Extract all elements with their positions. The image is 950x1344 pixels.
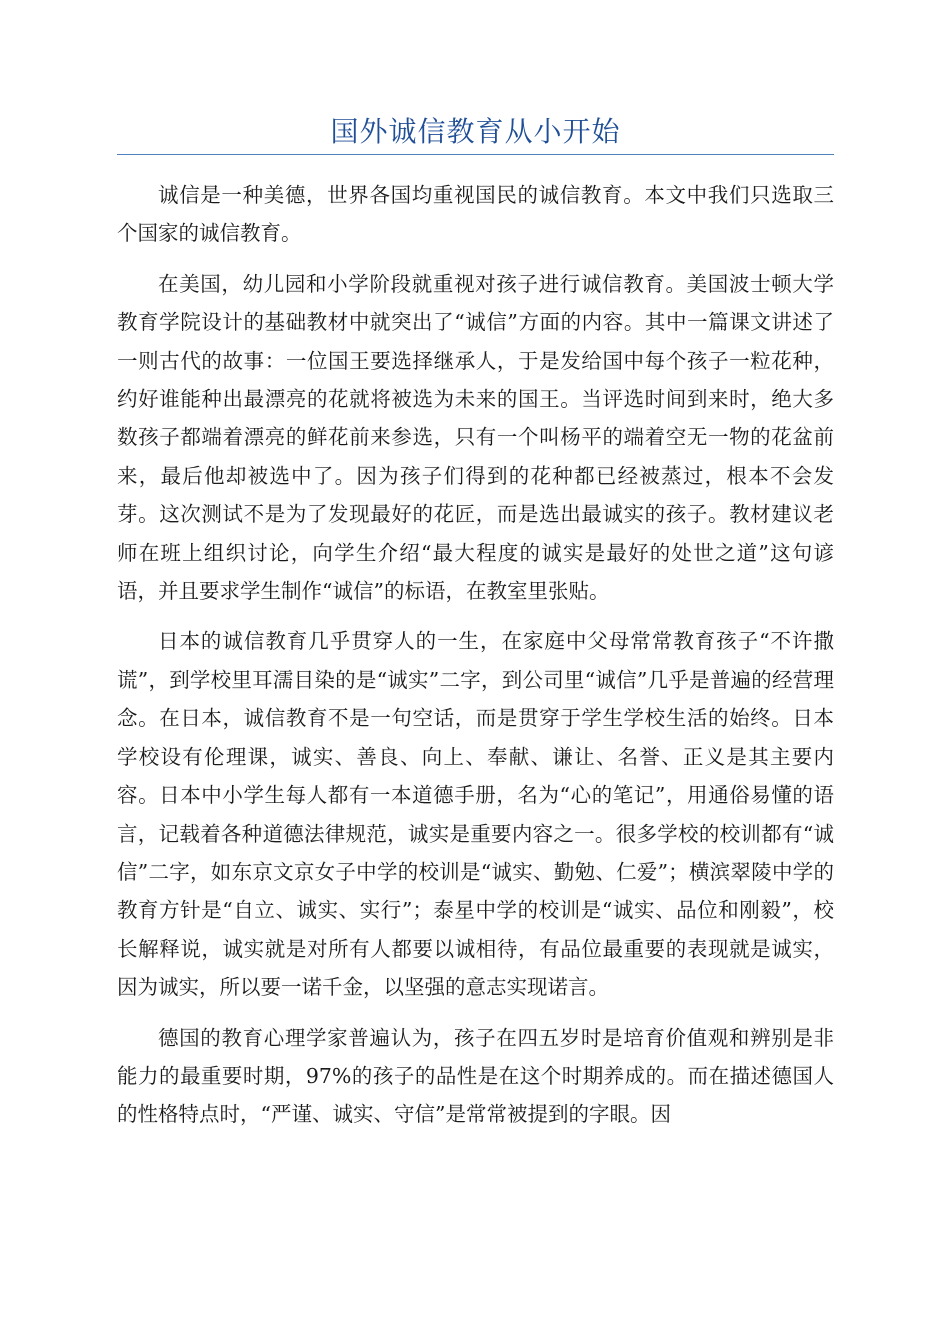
paragraph-usa: 在美国，幼儿园和小学阶段就重视对孩子进行诚信教育。美国波士顿大学教育学院设计的基础教材中就突出了“诚信”方面的内容。其中一篇课文讲述了一则古代的故事：一位国王要选择继承人，于是发给国中每个孩子一粒花种，约好谁能种出最漂亮的花就将被选为未来的国王。当评选时间到来时，绝大多数孩子都端着漂亮的鲜花前来参选，只有一个叫杨平的端着空无一物的花盆前来，最后他却被选中了。因为孩子们得到的花种都已经被蒸过，根本不会发芽。这次测试不是为了发现最好的花匠，而是选出最诚实的孩子。教材建议老师在班上组织讨论，向学生介绍“最大程度的诚实是最好的处世之道”这句谚语，并且要求学生制作“诚信”的标语，在教室里张贴。	[117, 271, 834, 604]
paragraph-germany: 德国的教育心理学家普遍认为，孩子在四五岁时是培育价值观和辨别是非能力的最重要时期，97%的孩子的品性是在这个时期养成的。而在描述德国人的性格特点时，“严谨、诚实、守信”是常常被提到的字眼。因	[117, 1025, 834, 1127]
title-underline	[117, 154, 834, 155]
document-title: 国外诚信教育从小开始	[330, 115, 621, 148]
paragraph-intro: 诚信是一种美德，世界各国均重视国民的诚信教育。本文中我们只选取三个国家的诚信教育。	[117, 183, 834, 246]
paragraph-japan: 日本的诚信教育几乎贯穿人的一生，在家庭中父母常常教育孩子“不许撒谎”，到学校里耳濡目染的是“诚实”二字，到公司里“诚信”几乎是普遍的经营理念。在日本，诚信教育不是一句空话，而是贯穿于学生学校生活的始终。日本学校设有伦理课，诚实、善良、向上、奉献、谦让、名誉、正义是其主要内容。日本中小学生每人都有一本道德手册，名为“心的笔记”，用通俗易懂的语言，记载着各种道德法律规范，诚实是重要内容之一。很多学校的校训都有“诚信”二字，如东京文京女子中学的校训是“诚实、勤勉、仁爱”；横滨翠陵中学的教育方针是“自立、诚实、实行”；泰星中学的校训是“诚实、品位和刚毅”，校长解释说，诚实就是对所有人都要以诚相待，有品位最重要的表现就是诚实，因为诚实，所以要一诺千金，以坚强的意志实现诺言。	[117, 629, 834, 1000]
document-body	[117, 176, 834, 1146]
